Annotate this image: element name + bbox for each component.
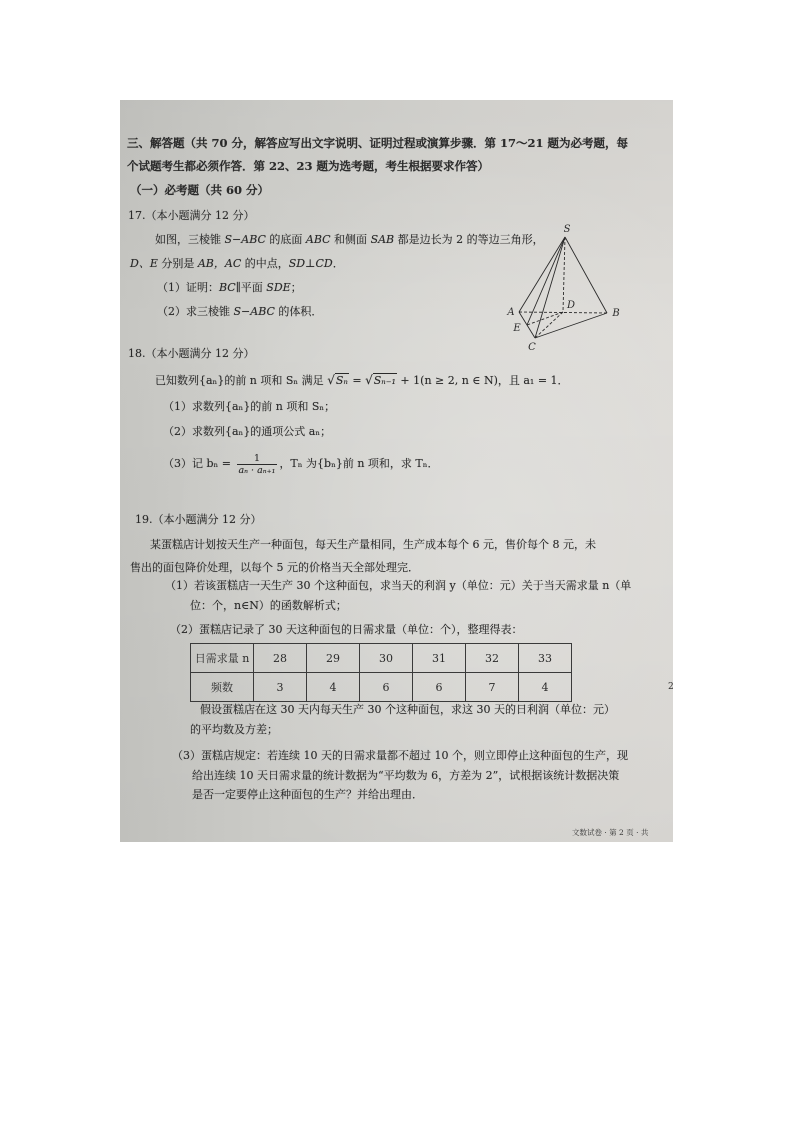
math-term: SAB — [370, 233, 395, 246]
q18-part1: （1）求数列{aₙ}的前 n 项和 Sₙ； — [163, 400, 336, 413]
table-cell: 29 — [307, 644, 360, 673]
pyramid-figure — [500, 220, 630, 354]
part-text: （2）求三棱锥 — [157, 305, 234, 318]
part-text: （1）证明： — [157, 281, 219, 294]
vertex-label-s: S — [563, 224, 571, 235]
q18-part2: （2）求数列{aₙ}的通项公式 aₙ； — [163, 425, 332, 438]
stem-text: 如图，三棱锥 — [155, 233, 225, 246]
vertex-label-b: B — [612, 308, 620, 319]
math-term: SDE — [266, 281, 291, 294]
sqrt-symbol: √ — [327, 373, 335, 387]
q19-stem-line2: 售出的面包降价处理，以每个 5 元的价格当天全部处理完． — [130, 561, 419, 574]
part-text: （3）记 bₙ = — [163, 457, 235, 470]
stem-text: 都是边长为 2 的等边三角形， — [394, 233, 544, 246]
segment-sd-hidden — [563, 237, 565, 312]
radicand: Sₙ — [335, 374, 348, 387]
table-cell: 30 — [360, 644, 413, 673]
table-cell: 32 — [466, 644, 519, 673]
q17-part1 — [157, 281, 302, 295]
q19-part1-line1: （1）若该蛋糕店一天生产 30 个这种面包，求当天的利润 y（单位：元）关于当天需求量 n（单 — [165, 579, 632, 592]
segment-se — [527, 237, 565, 325]
radicand: Sₙ₋₁ — [373, 374, 396, 387]
math-term: ABC — [305, 233, 331, 246]
page-footer: 文数试卷 · 第 2 页 · 共 — [572, 828, 649, 837]
stem-text: = — [348, 374, 366, 387]
vertex-label-c: C — [528, 342, 536, 353]
q17-stem-line2 — [130, 257, 344, 271]
point-label-d: D — [566, 300, 576, 311]
q17-stem-line1 — [155, 233, 544, 247]
section-subheading: （一）必考题（共 60 分） — [130, 183, 270, 197]
table-row-frequency — [191, 673, 572, 702]
edge-sc — [535, 237, 565, 338]
demand-frequency-table — [190, 643, 572, 702]
q19-part2-line1: （2）蛋糕店记录了 30 天这种面包的日需求量（单位：个），整理得表： — [170, 623, 523, 636]
point-label-e: E — [513, 323, 521, 334]
table-cell: 4 — [519, 673, 572, 702]
table-cell: 33 — [519, 644, 572, 673]
q19-part3-line1: （3）蛋糕店规定：若连续 10 天的日需求量都不超过 10 个，则立即停止这种面包的生产，现 — [172, 749, 628, 762]
table-cell: 31 — [413, 644, 466, 673]
stem-text: 和侧面 — [330, 233, 371, 246]
part-text: ，Tₙ 为{bₙ}前 n 项和，求 Tₙ． — [279, 457, 439, 470]
fraction-denominator: aₙ · aₙ₊₁ — [238, 464, 276, 476]
edge-ac — [519, 312, 535, 338]
math-term: S−ABC — [233, 305, 275, 318]
math-term: D、E — [130, 257, 158, 270]
stem-text: 的中点， — [241, 257, 289, 270]
part-text: 的体积． — [274, 305, 323, 318]
stem-text: ． — [332, 257, 344, 270]
stem-text: 的底面 — [265, 233, 306, 246]
section-heading-line1: 三、解答题（共 70 分，解答应写出文字说明、证明过程或演算步骤．第 17～21 题为必考题，每 — [127, 136, 629, 150]
part-text: ∥平面 — [235, 281, 267, 294]
edge-page-mark: 2 — [668, 682, 674, 692]
q19-part3-line2: 给出连续 10 天日需求量的统计数据为“平均数为 6，方差为 2”，试根据该统计数据决策 — [192, 769, 620, 782]
q19-part2-line2: 假设蛋糕店在这 30 天内每天生产 30 个这种面包，求这 30 天的日利润（单位：元） — [200, 703, 615, 716]
q18-stem — [155, 373, 569, 388]
table-row-label: 频数 — [191, 673, 254, 702]
stem-text: 分别是 — [157, 257, 198, 270]
segment-de-hidden — [527, 312, 563, 325]
vertex-label-a: A — [507, 307, 515, 318]
sqrt-symbol: √ — [365, 373, 373, 387]
math-term: S−ABC — [224, 233, 266, 246]
q17-part2 — [157, 305, 322, 319]
stem-text: 已知数列{aₙ}的前 n 项和 Sₙ 满足 — [155, 374, 328, 387]
q19-part3-line3: 是否一定要停止这种面包的生产？并给出理由． — [192, 788, 423, 801]
table-cell: 4 — [307, 673, 360, 702]
q17-header: 17.（本小题满分 12 分） — [128, 209, 255, 222]
table-row-demand — [191, 644, 572, 673]
exam-page-photo — [120, 100, 673, 842]
section-heading-line2: 个试题考生都必须作答．第 22、23 题为选考题，考生根据要求作答） — [127, 159, 490, 173]
fraction — [237, 453, 278, 476]
table-row-label: 日需求量 n — [191, 644, 254, 673]
q18-part3 — [163, 450, 439, 478]
table-cell: 6 — [360, 673, 413, 702]
edge-cb — [535, 313, 607, 338]
table-cell: 7 — [466, 673, 519, 702]
math-term: AB，AC — [197, 257, 242, 270]
q19-header: 19.（本小题满分 12 分） — [135, 513, 262, 526]
stem-text: + 1(n ≥ 2, n ∈ N)，且 a₁ = 1． — [396, 374, 569, 387]
math-term: SD⊥CD — [288, 257, 333, 270]
table-cell: 6 — [413, 673, 466, 702]
math-term: BC — [219, 281, 236, 294]
q19-stem-line1: 某蛋糕店计划按天生产一种面包，每天生产量相同，生产成本每个 6 元，售价每个 8 元，未 — [150, 538, 596, 551]
q18-header: 18.（本小题满分 12 分） — [128, 347, 255, 360]
fraction-numerator: 1 — [237, 453, 278, 465]
edge-sa — [519, 237, 565, 312]
part-text: ； — [290, 281, 302, 294]
table-cell: 3 — [254, 673, 307, 702]
q19-part2-line3: 的平均数及方差； — [190, 723, 278, 736]
table-cell: 28 — [254, 644, 307, 673]
q19-part1-line2: 位：个，n∈N）的函数解析式； — [190, 599, 347, 612]
